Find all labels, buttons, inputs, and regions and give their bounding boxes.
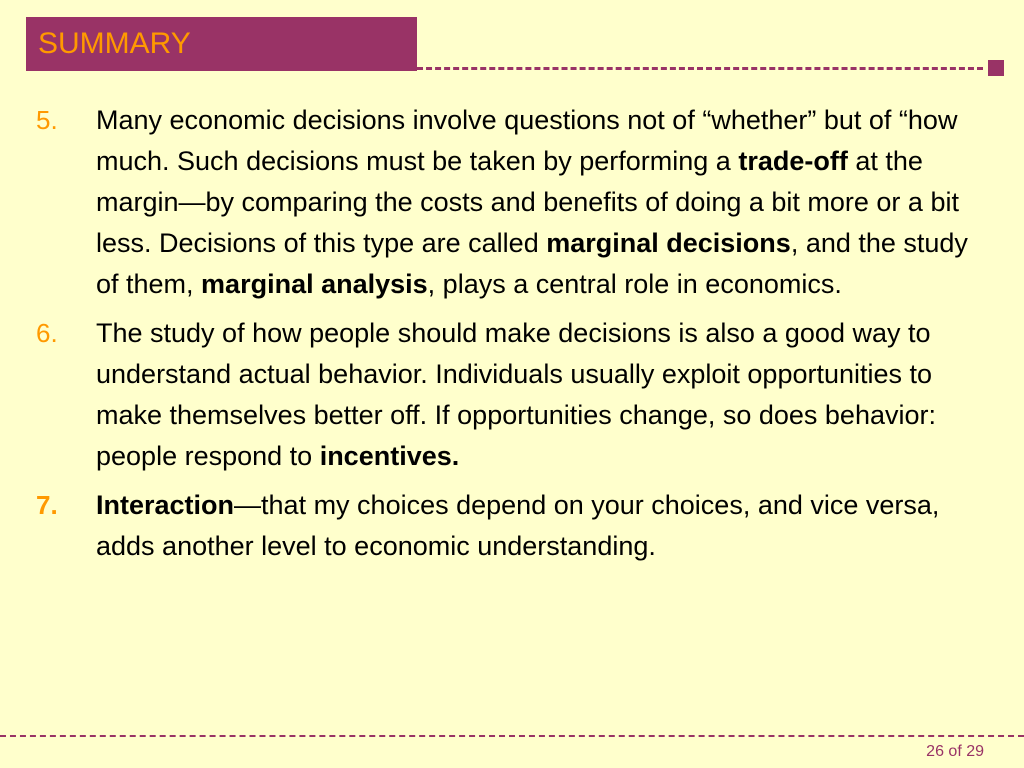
page-number: 26 of 29	[926, 743, 984, 760]
text-run: Many economic decisions involve questions not of “whether” but of “how much. Such decisions must be taken by performing a	[96, 105, 958, 176]
text-run: The study of how people should make decisions is also a good way to understand actual behavior. Individuals usually exploit opportunities to make themselves better off. If opportunities change, so does behavior: people respond to	[96, 318, 936, 471]
bold-term-trade-off: trade-off	[738, 146, 848, 176]
list-item-5	[36, 100, 996, 305]
list-text	[96, 313, 996, 477]
list-text	[96, 485, 996, 567]
top-square-marker	[988, 60, 1004, 76]
title-banner	[26, 17, 417, 71]
slide-title: SUMMARY	[38, 27, 191, 60]
bold-term-incentives: incentives.	[319, 441, 460, 471]
list-item-7	[36, 485, 996, 567]
text-run: , and the study of them,	[96, 228, 968, 299]
text-run: —that my choices depend on your choices, and vice versa, adds another level to economic understanding.	[96, 490, 940, 561]
bold-term-marginal-decisions: marginal decisions	[546, 228, 791, 258]
text-run: , plays a central role in economics.	[427, 269, 842, 299]
bold-term-marginal-analysis: marginal analysis	[201, 269, 428, 299]
list-number: 7.	[36, 490, 58, 520]
list-number: 5.	[36, 105, 58, 135]
summary-list	[36, 100, 996, 575]
bottom-dashed-divider	[0, 735, 1024, 737]
list-number: 6.	[36, 318, 58, 348]
bold-term-interaction: Interaction	[96, 490, 235, 520]
top-dashed-divider	[417, 67, 983, 70]
list-text	[96, 100, 996, 305]
text-run: at the margin—by comparing the costs and benefits of doing a bit more or a bit less. Decisions of this type are called	[96, 146, 959, 258]
list-item-6	[36, 313, 996, 477]
